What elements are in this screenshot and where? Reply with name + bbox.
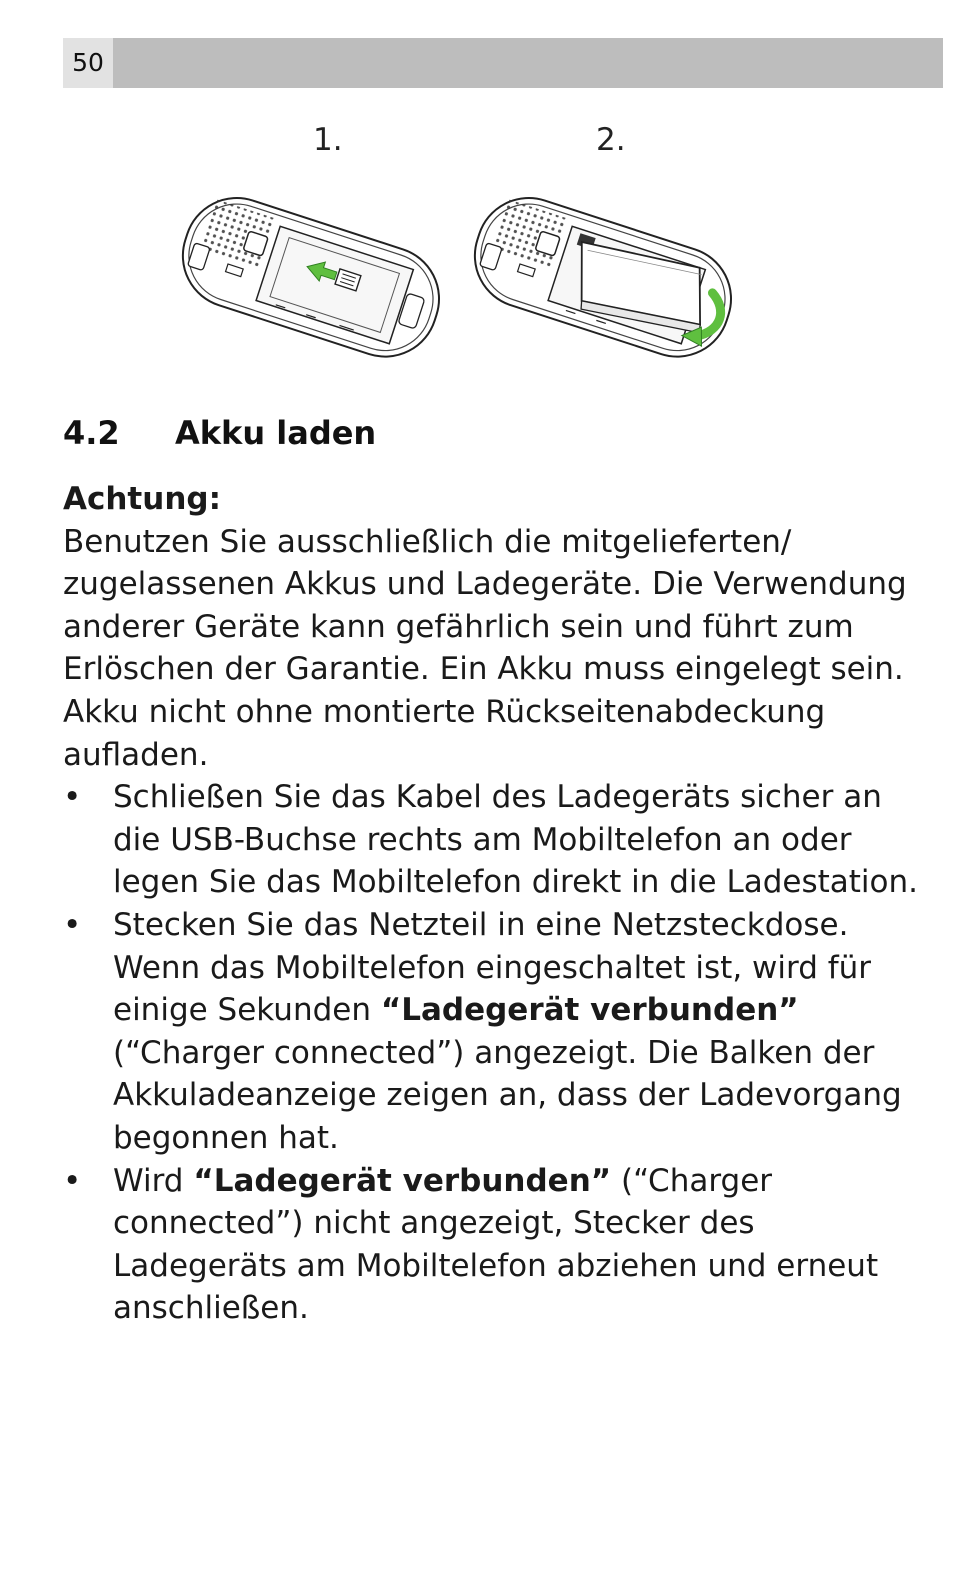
figure-2-label: 2. xyxy=(596,122,626,158)
list-item-text: (“Charger connected”) angezeigt. Die Balken der Akkuladeanzeige zeigen an, dass der Ladevorgang begonnen hat. xyxy=(113,1034,902,1156)
page-header-bar xyxy=(63,38,943,88)
warning-text: Benutzen Sie ausschließlich die mitgelieferten/ zugelassenen Akkus und Ladegeräte. Die Verwendung anderer Geräte kann gefährlich sein und führt zum Erlöschen der Garantie. Ein Akku muss eingelegt sein. xyxy=(63,523,907,688)
body-content xyxy=(63,478,923,1330)
list-item xyxy=(63,1160,923,1330)
list-item-text: Schließen Sie das Kabel des Ladegeräts sicher an die USB-Buchse rechts am Mobiltelefon an oder legen Sie das Mobiltelefon direkt in die Ladestation. xyxy=(113,779,919,901)
warning-title: Achtung: xyxy=(63,481,221,517)
bullet-icon: • xyxy=(63,906,82,943)
bullet-icon: • xyxy=(63,779,82,816)
warning-note: Akku nicht ohne montierte Rückseitenabdeckung aufladen. xyxy=(63,693,826,773)
list-item-text: Stecken Sie das Netzteil in eine Netzsteckdose. Wenn das Mobiltelefon eingeschaltet ist, wird für einige Sekunden xyxy=(113,906,872,1029)
figure-1-label: 1. xyxy=(313,122,343,158)
list-item-text: Wird xyxy=(113,1162,194,1199)
status-message-bold: “Ladegerät verbunden” xyxy=(193,1162,612,1199)
bullet-icon: • xyxy=(63,1162,82,1199)
battery-insert-illustration xyxy=(460,180,750,375)
section-heading xyxy=(63,410,376,456)
list-item xyxy=(63,904,923,1160)
sim-insert-illustration xyxy=(168,180,453,375)
section-number: 4.2 xyxy=(63,414,120,452)
page-number: 50 xyxy=(63,38,113,88)
instruction-list xyxy=(63,776,923,1330)
list-item-text: (“Charger connected”) nicht angezeigt, Stecker des Ladegeräts am Mobiltelefon abziehen und erneut anschließen. xyxy=(113,1162,879,1327)
section-title: Akku laden xyxy=(175,414,377,452)
list-item xyxy=(63,776,923,904)
status-message-bold: “Ladegerät verbunden” xyxy=(380,992,799,1029)
